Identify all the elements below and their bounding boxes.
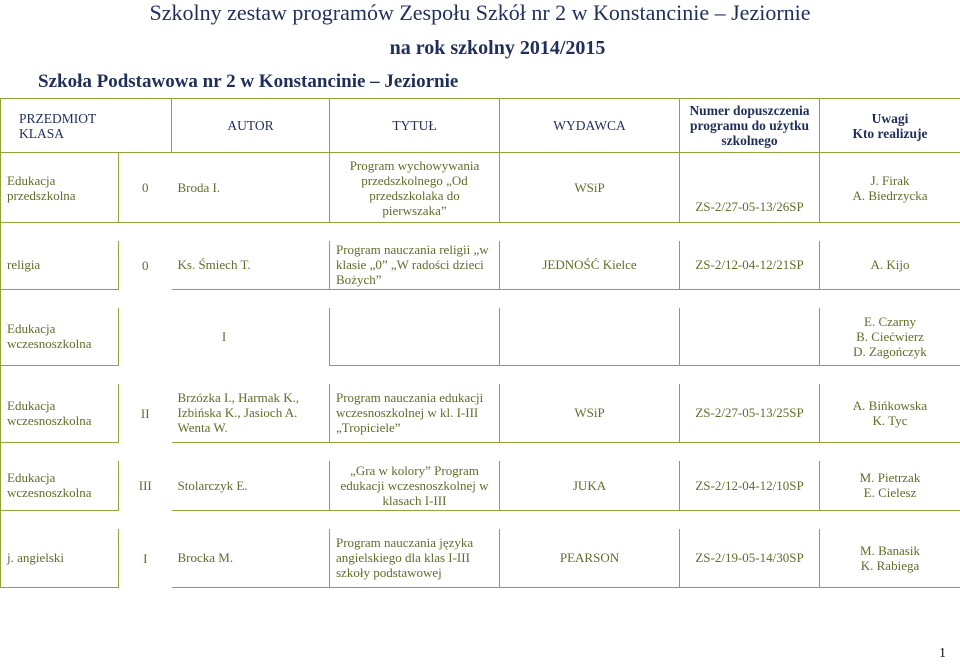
header-numer: Numer dopuszczenia programu do użytku szkolnego xyxy=(680,99,820,153)
school-name-title: Szkoła Podstawowa nr 2 w Konstancinie – Jeziornie xyxy=(38,71,459,92)
header-przedmiot xyxy=(1,99,172,153)
teacher-name: E. Czarny xyxy=(864,313,916,329)
teacher-name: M. Pietrzak xyxy=(859,470,921,486)
cell-numer: ZS-2/27-05-13/25SP xyxy=(680,384,820,442)
teacher-name: B. Ciećwierz xyxy=(856,328,924,344)
cell-wydawca: JEDNOŚĆ Kielce xyxy=(500,241,680,289)
cell-uwagi xyxy=(820,384,960,442)
cell-numer: ZS-2/12-04-12/10SP xyxy=(680,461,820,511)
cell-autor: Broda I. xyxy=(172,153,330,223)
header-uwagi-label: Uwagi xyxy=(871,110,909,126)
teacher-name: K. Tyc xyxy=(872,412,908,428)
cell-przedmiot: Edukacja przedszkolna xyxy=(1,153,119,223)
header-uwagi xyxy=(820,99,960,153)
program-table xyxy=(0,98,960,588)
cell-klasa: II xyxy=(140,405,150,421)
cell-klasa: 0 xyxy=(142,257,149,273)
row-gap xyxy=(1,289,960,308)
school-year-title: na rok szkolny 2014/2015 xyxy=(389,37,606,59)
teacher-name: J. Firak xyxy=(870,172,910,188)
teacher-name: M. Banasik xyxy=(860,542,920,558)
cell-przedmiot: Edukacja wczesnoszkolna xyxy=(1,308,119,366)
cell-wydawca: WSiP xyxy=(500,153,680,223)
cell-przedmiot: Edukacja wczesnoszkolna xyxy=(1,384,119,442)
cell-autor: Brzózka I., Harmak K., Izbińska K., Jasioch A. Wenta W. xyxy=(172,384,330,442)
row-gap xyxy=(1,223,960,242)
teacher-name: A. Bińkowska xyxy=(852,397,928,413)
table-row xyxy=(1,153,960,223)
cell-autor: Brocka M. xyxy=(172,529,330,587)
cell-numer: ZS-2/19-05-14/30SP xyxy=(680,529,820,587)
cell-tytul: Program nauczania języka angielskiego dla klas I-III szkoły podstawowej xyxy=(330,529,500,587)
cell-uwagi xyxy=(820,241,960,289)
cell-uwagi xyxy=(820,308,960,366)
cell-autor: Stolarczyk E. xyxy=(172,461,330,511)
table-row xyxy=(1,308,960,366)
teacher-name: D. Zagończyk xyxy=(853,343,927,359)
header-kto-label: Kto realizuje xyxy=(852,125,928,141)
cell-tytul xyxy=(330,308,500,366)
cell-tytul: Program wychowywania przedszkolnego „Od przedszkolaka do pierwszaka” xyxy=(330,153,500,223)
row-gap xyxy=(1,366,960,385)
header-przedmiot-label: PRZEDMIOT xyxy=(19,110,97,126)
cell-klasa: 0 xyxy=(119,153,172,223)
cell-klasa: I xyxy=(221,329,227,344)
document-title: Szkolny zestaw programów Zespołu Szkół nr 2 w Konstancinie – Jeziornie xyxy=(149,0,811,25)
cell-uwagi xyxy=(820,153,960,223)
cell-wydawca: WSiP xyxy=(500,384,680,442)
cell-wydawca: JUKA xyxy=(500,461,680,511)
row-gap xyxy=(1,442,960,461)
page-number: 1 xyxy=(939,646,946,661)
cell-przedmiot: religia xyxy=(1,241,119,289)
table-row xyxy=(1,461,960,511)
table-row xyxy=(1,529,960,587)
cell-tytul: Program nauczania edukacji wczesnoszkolnej w kl. I-III „Tropiciele” xyxy=(330,384,500,442)
header-tytul: TYTUŁ xyxy=(330,99,500,153)
cell-klasa: I xyxy=(143,550,148,566)
cell-autor: Ks. Śmiech T. xyxy=(172,241,330,289)
table-row xyxy=(1,384,960,442)
table-header-row xyxy=(1,99,960,153)
row-gap xyxy=(1,511,960,530)
cell-uwagi xyxy=(820,461,960,511)
cell-tytul: Program nauczania religii „w klasie „0” „W radości dzieci Bożych” xyxy=(330,241,500,289)
header-klasa-label: KLASA xyxy=(19,125,65,141)
cell-numer: ZS-2/27-05-13/26SP xyxy=(680,153,820,223)
cell-wydawca: PEARSON xyxy=(500,529,680,587)
cell-tytul: „Gra w kolory” Program edukacji wczesnoszkolnej w klasach I-III xyxy=(330,461,500,511)
cell-klasa: III xyxy=(138,478,152,493)
teacher-name: K. Rabiega xyxy=(860,557,920,573)
cell-przedmiot: j. angielski xyxy=(1,529,119,587)
table-row xyxy=(1,241,960,289)
cell-numer xyxy=(680,308,820,366)
teacher-name: E. Cielesz xyxy=(863,485,917,501)
header-wydawca: WYDAWCA xyxy=(500,99,680,153)
cell-wydawca xyxy=(500,308,680,366)
header-autor: AUTOR xyxy=(172,99,330,153)
cell-numer: ZS-2/12-04-12/21SP xyxy=(680,241,820,289)
cell-przedmiot: Edukacja wczesnoszkolna xyxy=(1,461,119,511)
teacher-name: A. Kijo xyxy=(870,257,910,273)
teacher-name: A. Biedrzycka xyxy=(852,187,928,203)
cell-uwagi xyxy=(820,529,960,587)
